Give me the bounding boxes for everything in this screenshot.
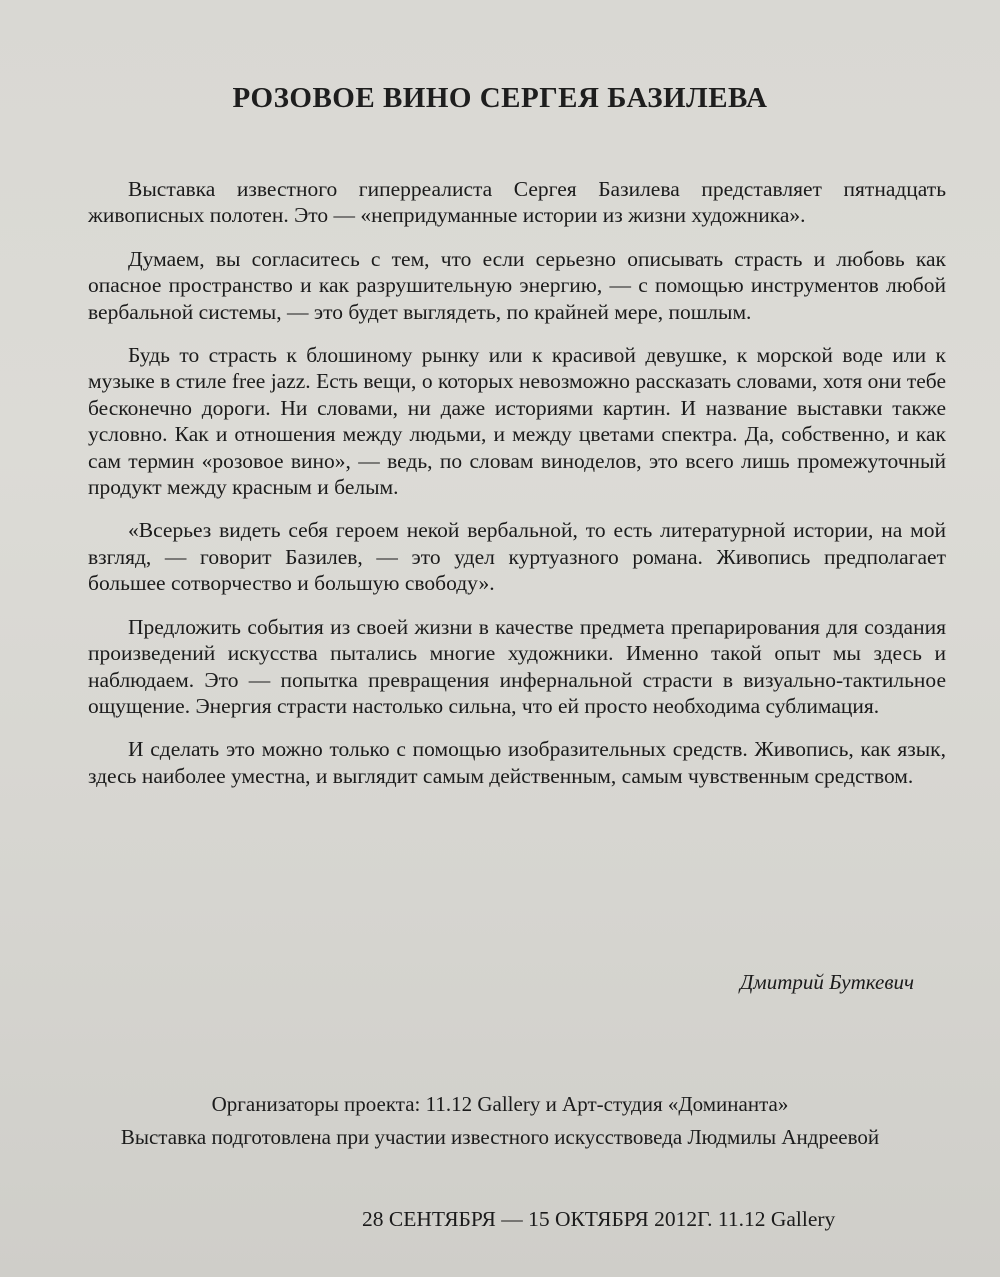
prepared-by-line: Выставка подготовлена при участии известного искусствоведа Людмилы Андреевой: [120, 1125, 880, 1149]
author-signature: Дмитрий Буткевич: [739, 970, 914, 994]
paragraph-2: Думаем, вы согласитесь с тем, что если серьезно описывать страсть и любовь как опасное пространство и как разрушительную энергию, — с помощью инструментов любой вербальной системы, — это будет выглядеть, по крайней мере, пошлым.: [88, 246, 946, 324]
exhibition-dates: 28 СЕНТЯБРЯ — 15 ОКТЯБРЯ 2012Г. 11.12 Gallery: [362, 1207, 836, 1231]
organizers-line: Организаторы проекта: 11.12 Gallery и Арт-студия «Доминанта»: [211, 1092, 789, 1116]
paragraph-4: «Всерьез видеть себя героем некой вербальной, то есть литературной истории, на мой взгляд, — говорит Базилев, — это удел куртуазного романа. Живопись предполагает большее сотворчество и большую свободу».: [88, 518, 946, 596]
credits: [0, 1088, 1000, 1154]
paragraph-1: Выставка известного гиперреалиста Сергея Базилева представляет пятнадцать живописных полотен. Это — «непридуманные истории из жизни художника».: [88, 177, 946, 228]
paragraph-5: Предложить события из своей жизни в качестве предмета препарирования для создания произведений искусства пытались многие художники. Именно такой опыт мы здесь и наблюдаем. Это — попытка превращения инфернальной страсти в визуально-тактильное ощущение. Энергия страсти настолько сильна, что ей просто необходима сублимация.: [88, 614, 946, 718]
paragraph-6: И сделать это можно только с помощью изобразительных средств. Живопись, как язык, здесь наиболее уместна, и выглядит самым действенным, самым чувственным средством.: [88, 737, 946, 788]
page-title: РОЗОВОЕ ВИНО СЕРГЕЯ БАЗИЛЕВА: [232, 82, 768, 114]
paragraph-3: Будь то страсть к блошиному рынку или к красивой девушке, к морской воде или к музыке в стиле free jazz. Есть вещи, о которых невозможно рассказать словами, хотя они тебе бесконечно дороги. Ни словами, ни даже историями картин. И название выставки также условно. Как и отношения между людьми, и между цветами спектра. Да, собственно, и как сам термин «розовое вино», — ведь, по словам виноделов, это всего лишь промежуточный продукт между красным и белым.: [88, 343, 946, 500]
article-body: [88, 176, 946, 806]
